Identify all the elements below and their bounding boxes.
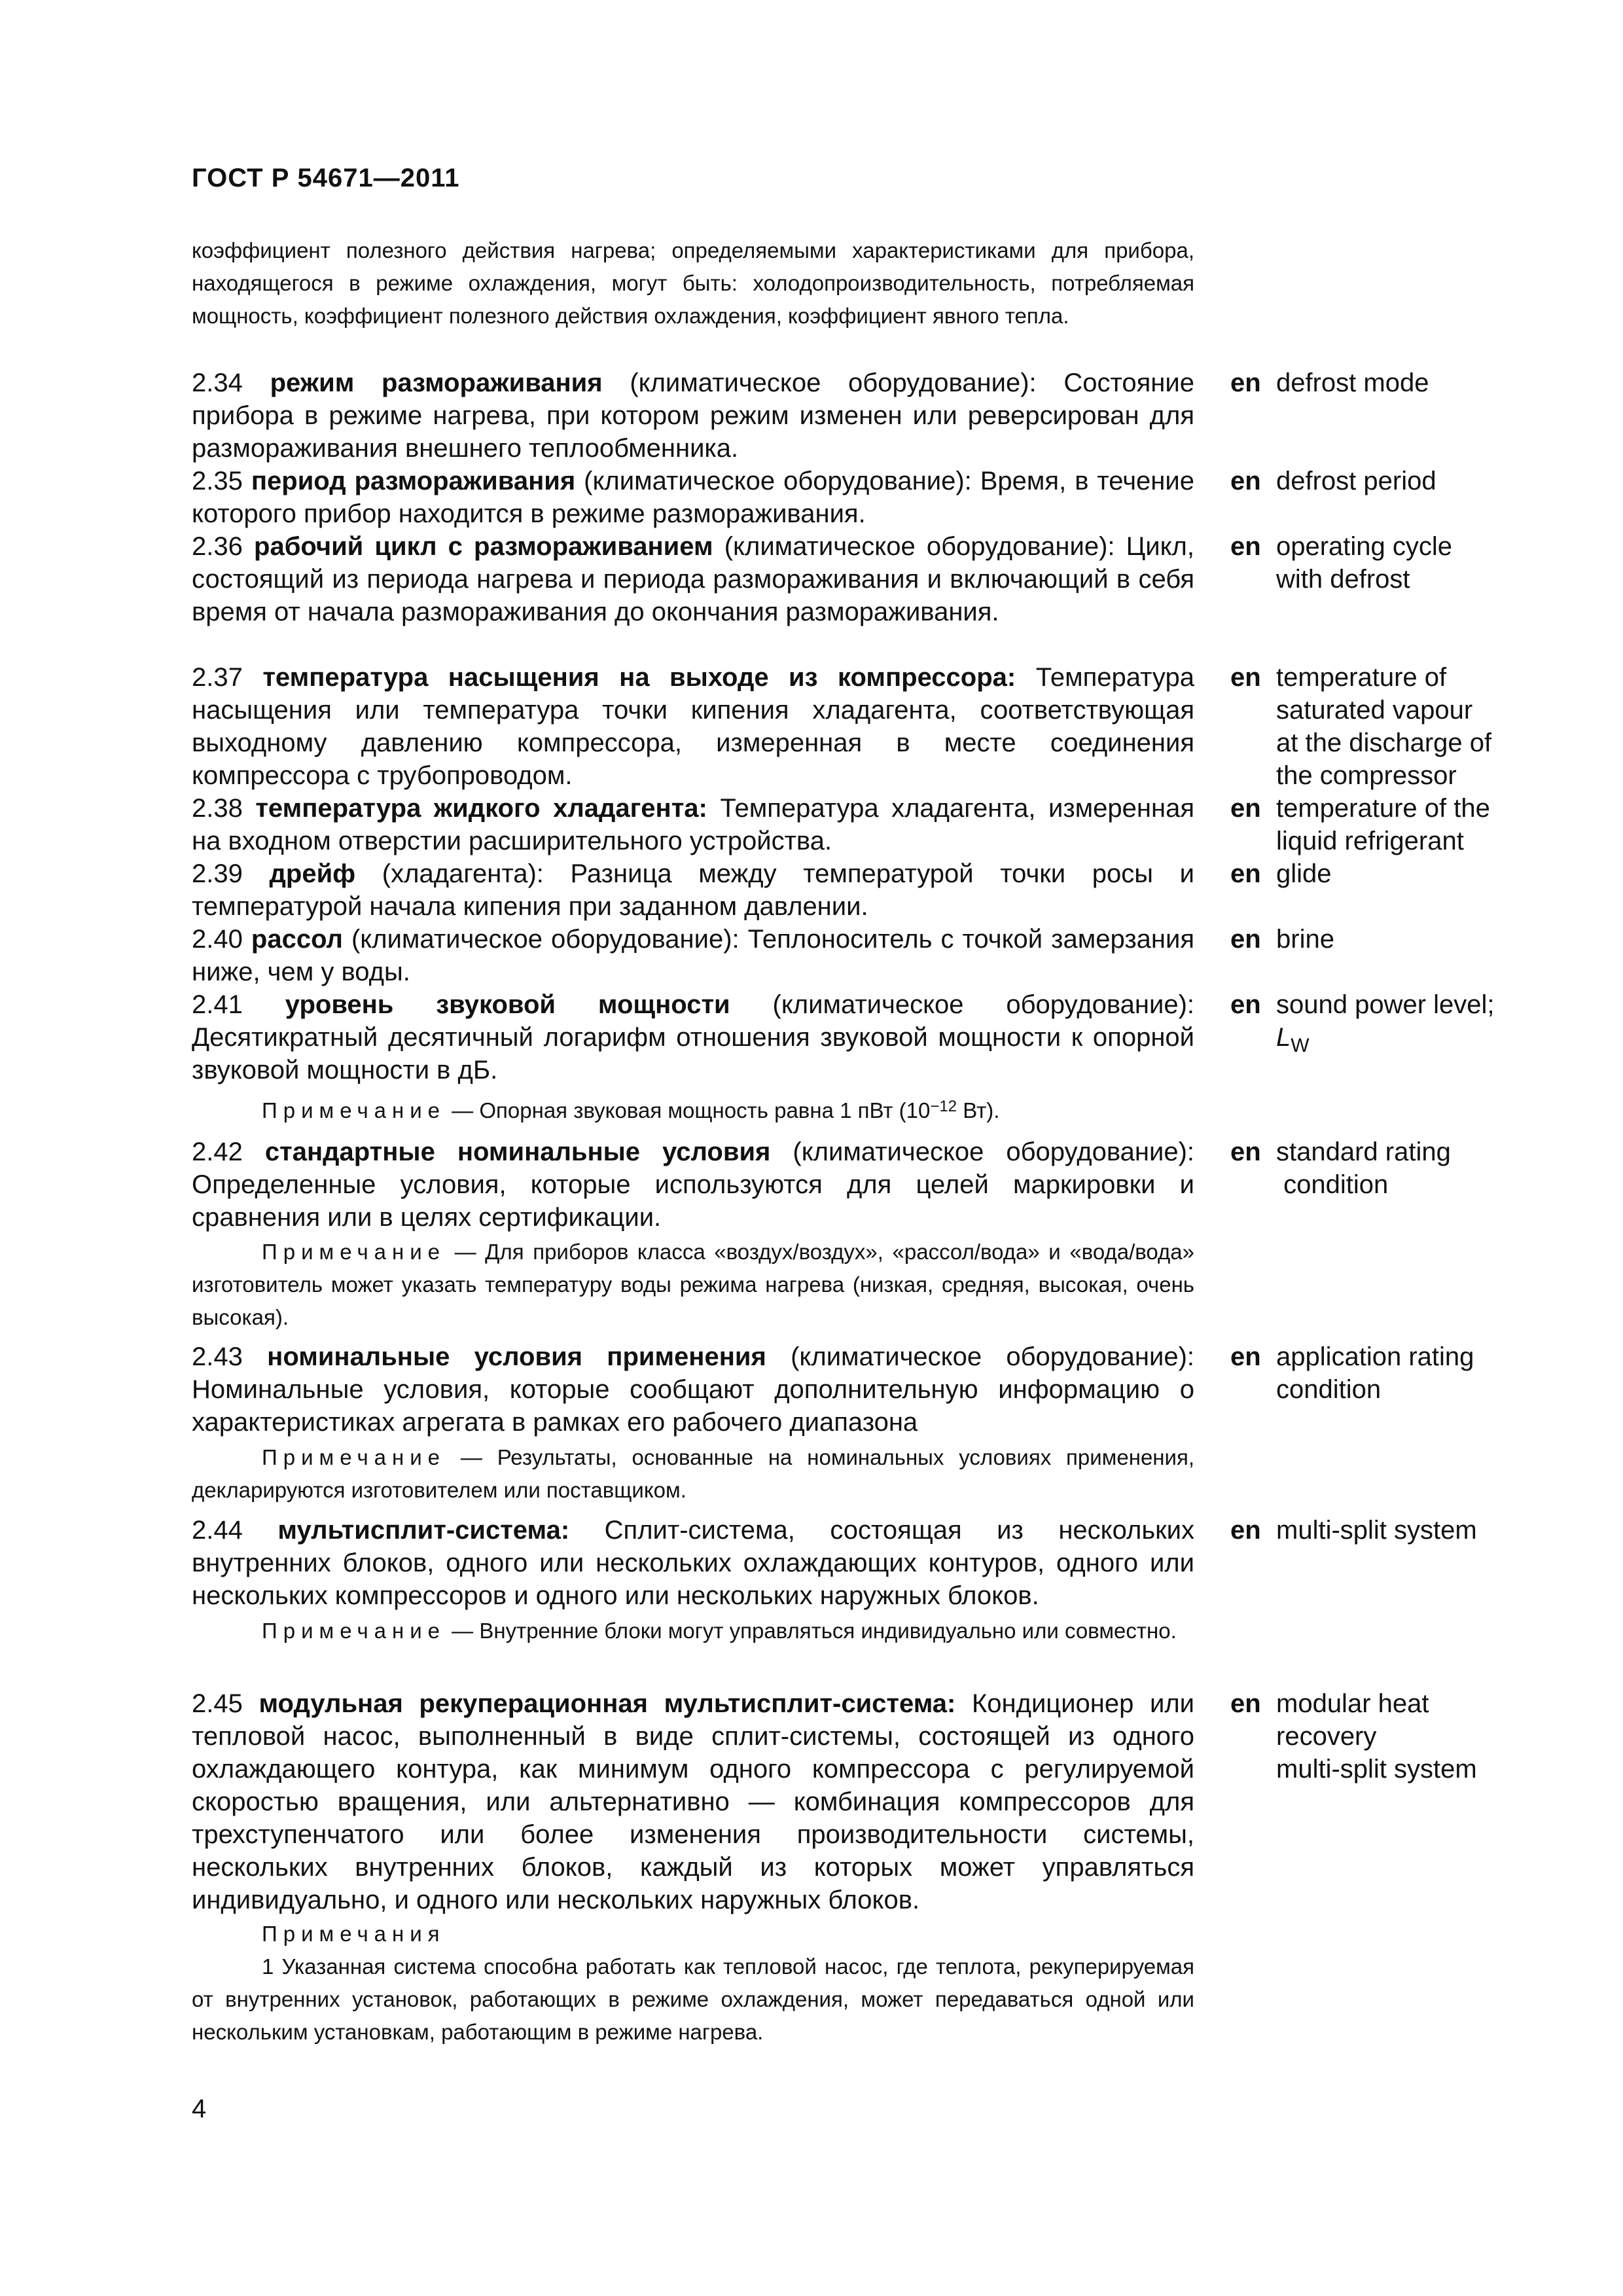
term-title: модульная рекуперационная мультисплит-система: bbox=[259, 1689, 956, 1718]
term-2-44: 2.44 мультисплит-система: Сплит-система, состоящая из нескольких внутренних блоков, одного или нескольких охлаждающих контуров, одного или нескольких компрессоров и одного или нескольких наружных блоков. bbox=[192, 1516, 1194, 1610]
term-2-39: 2.39 дрейф (хладагента): Разница между температурой точки росы и температурой начала кипения при заданном давлении. bbox=[192, 859, 1194, 921]
note-2-41: Примечание — Опорная звуковая мощность равна 1 пВт ($10^{-12}$ Вт). bbox=[262, 1098, 1000, 1122]
term-title: стандартные номинальные условия bbox=[264, 1138, 771, 1166]
term-2-37: 2.37 температура насыщения на выходе из компрессора: Температура насыщения или температура точки кипения хладагента, соответствующая выходному давлению компрессора, измеренная в месте соединения компрессора с трубопроводом. bbox=[192, 663, 1194, 790]
note-2-45-heading: Примечания bbox=[262, 1922, 446, 1946]
term-title: рабочий цикл с размораживанием bbox=[254, 532, 713, 561]
term-2-36: 2.36 рабочий цикл с размораживанием (климатическое оборудование): Цикл, состоящий из периода нагрева и периода размораживания и включающий в себя время от начала размораживания до окончания размораживания. bbox=[192, 532, 1194, 626]
note-2-44: Примечание — Внутренние блоки могут управляться индивидуально или совместно. bbox=[262, 1619, 1177, 1643]
term-2-41: 2.41 уровень звуковой мощности (климатическое оборудование): Десятикратный десятичный логарифм отношения звуковой мощности к опорной звуковой мощности в дБ. bbox=[192, 990, 1195, 1085]
term-title: температура насыщения на выходе из компрессора: bbox=[262, 663, 1016, 692]
term-2-38: 2.38 температура жидкого хладагента: Температура хладагента, измеренная на входном отверстии расширительного устройства. bbox=[192, 794, 1194, 855]
term-2-43: 2.43 номинальные условия применения (климатическое оборудование): Номинальные условия, которые сообщают дополнительную информацию о характеристиках агрегата в рамках его рабочего диапазона bbox=[192, 1342, 1194, 1437]
term-title: температура жидкого хладагента: bbox=[255, 794, 707, 823]
term-2-42: 2.42 стандартные номинальные условия (климатическое оборудование): Определенные условия, которые используются для целей маркировки и сравнения или в целях сертификации. bbox=[192, 1138, 1195, 1232]
intro-paragraph: коэффициент полезного действия нагрева; определяемыми характеристиками для прибора, находящегося в режиме охлаждения, могут быть: холодопроизводительность, потребляемая мощность, коэффициент полезного действия охлаждения, коэффициент явного тепла. bbox=[192, 238, 1194, 328]
term-title: дрейф bbox=[269, 859, 356, 888]
term-title: мультисплит-система: bbox=[277, 1516, 570, 1545]
term-title: уровень звуковой мощности bbox=[285, 990, 730, 1019]
document-header: ГОСТ Р 54671—2011 bbox=[192, 164, 460, 192]
page-number: 4 bbox=[192, 2094, 207, 2123]
term-2-45: 2.45 модульная рекуперационная мультисплит-система: Кондиционер или тепловой насос, выполненный в виде сплит-системы, состоящей из одного охлаждающего контура, как минимум одного компрессора с регулируемой скоростью вращения, или альтернативно — комбинация компрессоров для трехступенчатого или более изменения производительности системы, нескольких внутренних блоков, каждый из которых может управляться индивидуально, и одного или нескольких наружных блоков. bbox=[192, 1689, 1195, 1914]
term-title: номинальные условия применения bbox=[267, 1342, 766, 1371]
note-2-45-item-1: 1 Указанная система способна работать как тепловой насос, где теплота, рекуперируемая от внутренних установок, работающих в режиме охлаждения, может передаваться одной или нескольким установкам, работающим в режиме нагрева. bbox=[192, 1954, 1194, 2044]
term-2-34: 2.34 режим размораживания (климатическое оборудование): Состояние прибора в режиме нагрева, при котором режим изменен или реверсирован для размораживания внешнего теплообменника. bbox=[192, 368, 1194, 463]
term-title: рассол bbox=[251, 925, 343, 954]
term-title: период размораживания bbox=[251, 467, 576, 495]
note-2-42: Примечание — Для приборов класса «воздух/воздух», «рассол/вода» и «вода/вода» изготовитель может указать температуру воды режима нагрева (низкая, средняя, высокая, очень высокая). bbox=[192, 1240, 1194, 1329]
term-2-35: 2.35 период размораживания (климатическое оборудование): Время, в течение которого прибор находится в режиме размораживания. bbox=[192, 467, 1194, 528]
term-2-40: 2.40 рассол (климатическое оборудование): Теплоноситель с точкой замерзания ниже, чем у воды. bbox=[192, 925, 1194, 986]
note-2-43: Примечание — Результаты, основанные на номинальных условиях применения, декларируются изготовителем или поставщиком. bbox=[192, 1445, 1194, 1502]
term-title: режим размораживания bbox=[270, 368, 603, 397]
